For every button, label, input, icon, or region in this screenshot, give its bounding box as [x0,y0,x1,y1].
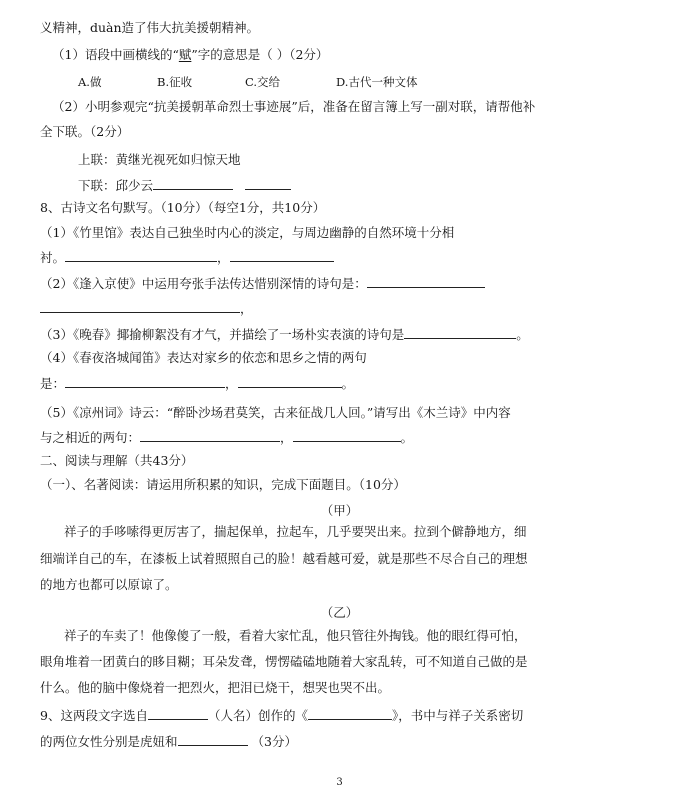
question-text: （3分） [251,734,297,749]
answer-line [40,376,354,392]
answer-line [40,250,334,266]
answer-line [40,430,413,446]
question-text: ”字的意思是（ ）（2分） [191,47,329,62]
passage-line: 祥子的车卖了！他像傻了一般，看着大家忙乱，他只管往外掏钱。他的眼红得可怕， [64,628,527,643]
answer-line [40,301,253,317]
answer-blank[interactable] [293,431,401,442]
question-text: 是： [40,376,66,391]
punctuation: ， [217,250,230,265]
passage-line: 眼角堆着一团黄白的眵目糊；耳朵发聋，愣愣磕磕地随着大家乱转，可不知道自己做的是 [40,654,528,669]
question-9-line [40,708,523,724]
punctuation: ， [280,430,293,445]
question-text: 》，书中与祥子关系密切 [391,708,524,723]
answer-blank[interactable] [178,735,248,746]
lower-couplet [78,178,291,194]
answer-blank[interactable] [404,328,516,339]
question-text: （2）《逢入京使》中运用夸张手法传达惜别深情的诗句是： [40,276,367,291]
page-number: 3 [336,777,343,788]
passage-label-jia: （甲） [320,503,359,518]
question-text: 的两位女性分别是虎妞和 [40,734,178,749]
question-text: （2）小明参观完“抗美援朝革命烈士事迹展”后，准备在留言簿上写一副对联，请帮他补 [52,99,536,114]
answer-blank[interactable] [40,302,240,313]
answer-blank[interactable] [230,251,334,262]
question-text: （3）《晚春》揶揄柳絮没有才气，并描绘了一场朴实表演的诗句是 [40,327,405,342]
passage-line: 祥子的手哆嗦得更厉害了，揣起保单，拉起车，几乎要哭出来。拉到个僻静地方，细 [64,524,527,539]
question-9-line [40,734,297,750]
punctuation: 。 [516,327,529,342]
punctuation: 。 [341,376,355,391]
subsection-heading: （一）、名著阅读：请运用所积累的知识，完成下面题目。（10分） [40,477,406,492]
option-c: C.交给 [245,75,281,89]
answer-blank[interactable] [367,277,485,288]
underlined-char: 赋 [178,47,192,62]
question-text: （人名）创作的《 [207,708,308,723]
passage-label-yi: （乙） [320,605,359,620]
option-d: D.古代一种文体 [336,75,418,89]
question-text: 全下联。（2分） [40,124,130,139]
question-text: （4）《春夜洛城闻笛》表达对家乡的依恋和思乡之情的两句 [40,350,367,365]
section-heading: 二、阅读与理解（共43分） [40,453,194,468]
punctuation: ， [240,301,253,316]
question-text: （1）语段中画横线的“ [52,47,179,62]
answer-blank[interactable] [65,377,225,388]
answer-line [40,327,529,343]
question-text: 衬。 [40,250,66,265]
passage-line: 细端详自己的车，在漆板上试着照照自己的脸！越看越可爱，就是那些不尽合自己的理想 [40,551,528,566]
passage-line: 什么。他的脑中像烧着一把烈火，把泪已烧干，想哭也哭不出。 [40,680,391,695]
question-text: 9、这两段文字选自 [40,708,148,723]
option-a: A.做 [78,75,102,89]
answer-blank[interactable] [153,179,233,190]
upper-couplet: 上联：黄继光视死如归惊天地 [78,152,241,167]
answer-blank[interactable] [140,431,280,442]
answer-blank[interactable] [308,709,392,720]
answer-blank[interactable] [238,377,342,388]
option-b: B.征收 [157,75,193,89]
question-8-1-prompt [52,47,328,63]
answer-blank[interactable] [245,179,291,190]
lower-couplet-label: 下联：邱少云 [78,178,154,193]
answer-blank[interactable] [65,251,217,262]
question-text: （5）《凉州词》诗云：“醉卧沙场君莫笑，古来征战几人回。”请写出《木兰诗》中内容 [40,405,511,420]
passage-line: 的地方也都可以原谅了。 [40,577,178,592]
question-text: （1）《竹里馆》表达自己独坐时内心的淡定，与周边幽静的自然环境十分相 [40,225,455,240]
question-text: 与之相近的两句： [40,430,141,445]
answer-line [40,276,485,292]
question-8-title: 8、古诗文名句默写。（10分）（每空1分，共10分） [40,200,326,215]
punctuation: ， [225,376,238,391]
punctuation: 。 [400,430,414,445]
text-line: 义精神，duàn造了伟大抗美援朝精神。 [40,20,260,35]
answer-blank[interactable] [148,709,208,720]
